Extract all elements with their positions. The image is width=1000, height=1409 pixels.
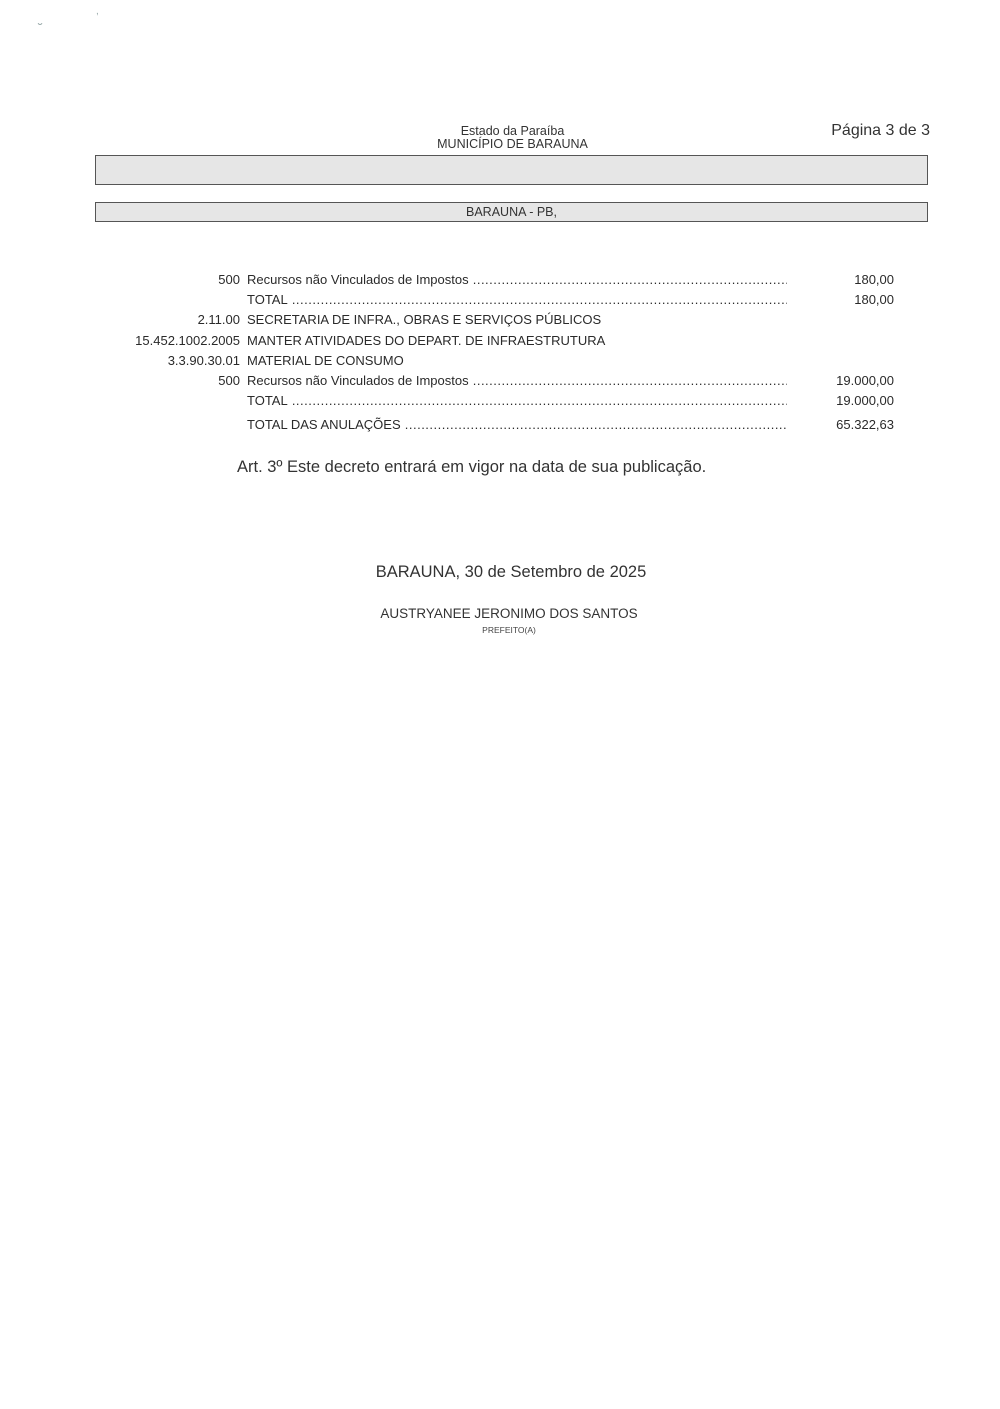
ledger-row: [0, 272, 1000, 292]
annulment-ledger: [0, 272, 1000, 438]
ledger-code: 500: [218, 372, 240, 388]
ledger-code: 3.3.90.30.01: [167, 352, 240, 368]
ledger-row: [0, 417, 1000, 437]
ledger-description: TOTAL .....: [247, 292, 787, 307]
ledger-row: [0, 393, 1000, 413]
ledger-description: MATERIAL DE CONSUMO: [247, 352, 404, 368]
ledger-row: [0, 333, 1000, 353]
ledger-description: Recursos não Vinculados de Impostos .....: [247, 272, 787, 287]
ledger-description: MANTER ATIVIDADES DO DEPART. DE INFRAESTRUTURA: [247, 332, 606, 348]
signer-name: AUSTRYANEE JERONIMO DOS SANTOS: [380, 606, 638, 621]
state-name: Estado da Paraíba: [460, 124, 565, 138]
ledger-row: [0, 373, 1000, 393]
city-bar: BARAUNA - PB,: [95, 202, 928, 222]
article-text: Art. 3º Este decreto entrará em vigor na data de sua publicação.: [237, 458, 707, 476]
ledger-description: TOTAL DAS ANULAÇÕES .....: [247, 417, 787, 432]
ledger-row: [0, 312, 1000, 332]
ledger-description: TOTAL .....: [247, 393, 787, 408]
ledger-amount: 180,00: [854, 292, 894, 308]
ledger-description: SECRETARIA DE INFRA., OBRAS E SERVIÇOS PÚBLICOS: [247, 312, 602, 328]
scan-mark: ˘: [38, 20, 43, 36]
ledger-code: 500: [218, 272, 240, 287]
header-box: [95, 155, 928, 185]
municipality-name: MUNICÍPIO DE BARAUNA: [437, 137, 588, 151]
ledger-code: 15.452.1002.2005: [135, 332, 240, 348]
ledger-code: 2.11.00: [197, 312, 240, 328]
ledger-amount: 19.000,00: [836, 393, 894, 409]
page-number: Página 3 de 3: [831, 122, 930, 139]
ledger-description: Recursos não Vinculados de Impostos .....: [247, 373, 787, 388]
ledger-amount: 19.000,00: [836, 372, 894, 388]
ledger-amount: 180,00: [854, 272, 894, 287]
scan-mark: ,: [96, 6, 99, 17]
ledger-row: [0, 353, 1000, 373]
place-date: BARAUNA, 30 de Setembro de 2025: [375, 563, 647, 581]
signer-role: PREFEITO(A): [482, 625, 536, 635]
ledger-row: [0, 292, 1000, 312]
ledger-amount: 65.322,63: [836, 417, 894, 433]
